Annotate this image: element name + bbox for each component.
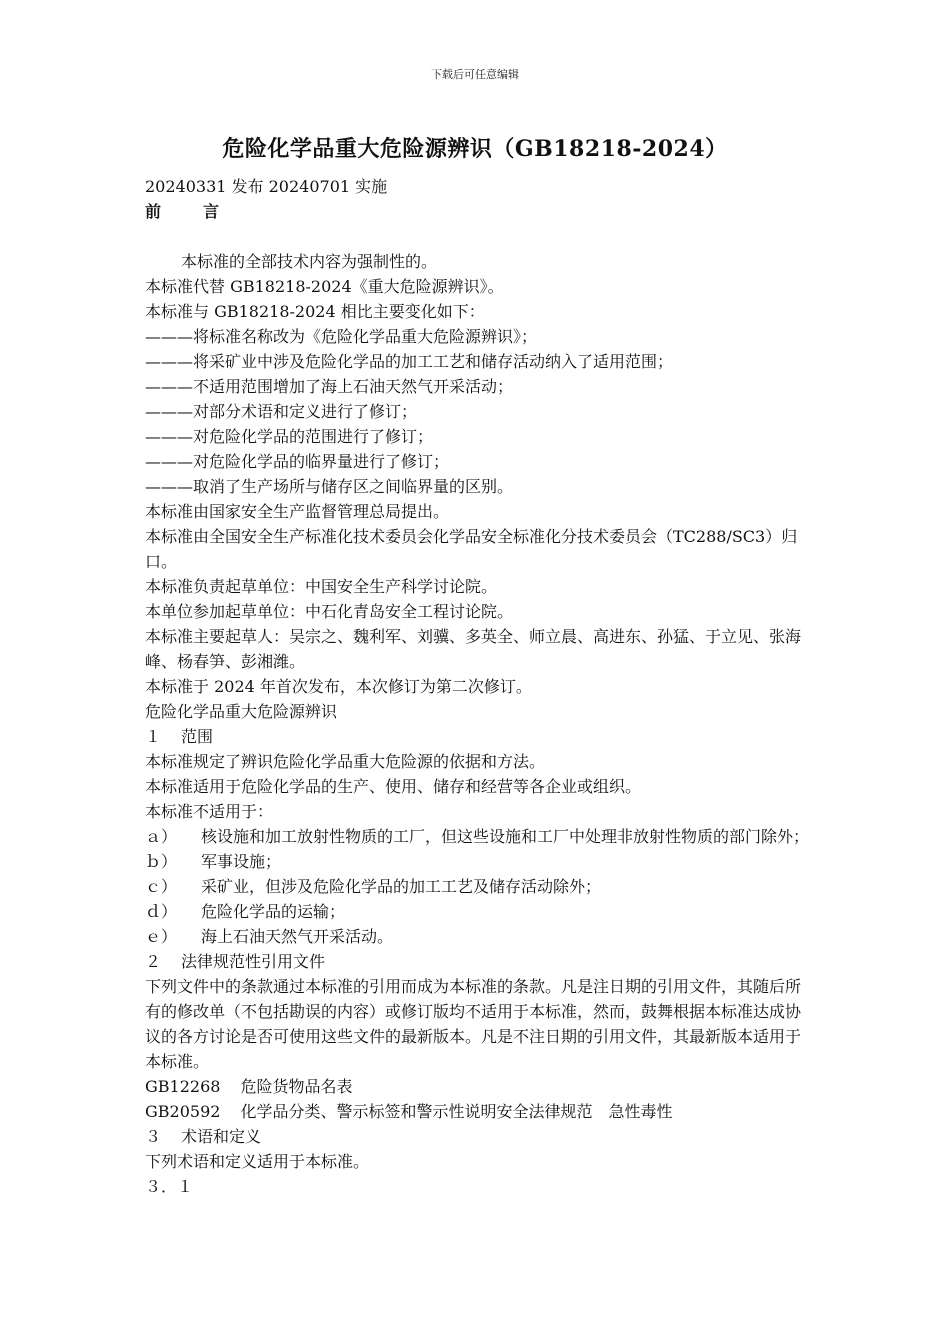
reference-code: GB20592 <box>145 1102 221 1121</box>
subsection-number: ３．１ <box>145 1177 194 1196</box>
paragraph: 本标准适用于危险化学品的生产、使用、储存和经营等各企业或组织。 <box>145 777 642 796</box>
item-label: ｅ） <box>145 927 178 946</box>
reference-item <box>145 1099 815 1124</box>
item-text: 海上石油天然气开采活动。 <box>201 927 394 946</box>
paragraph: 下列文件中的条款通过本标准的引用而成为本标准的条款。凡是注日期的引用文件，其随后所有的修改单（不包括勘误的内容）或修订版均不适用于本标准，然而，鼓舞根据本标准达成协议的各方讨论是否可使用这些文件的最新版本。凡是不注日期的引用文件，其最新版本适用于本标准。 <box>145 977 802 1071</box>
list-item <box>145 824 815 849</box>
paragraph: 本标准不适用于： <box>145 802 274 821</box>
section-title: 范围 <box>181 727 214 746</box>
paragraph: 下列术语和定义适用于本标准。 <box>145 1152 370 1171</box>
paragraph: 本标准代替 GB18218-2024《重大危险源辨识》。 <box>145 277 504 296</box>
reference-title: 危险货物品名表 <box>240 1077 353 1096</box>
paragraph: 本标准规定了辨识危险化学品重大危险源的依据和方法。 <box>145 752 546 771</box>
section-title: 法律规范性引用文件 <box>181 952 326 971</box>
paragraph: 本标准与 GB18218-2024 相比主要变化如下： <box>145 302 485 321</box>
section-number: １ <box>145 727 162 746</box>
section-number: ２ <box>145 952 162 971</box>
paragraph: 本标准的全部技术内容为强制性的。 <box>181 252 438 271</box>
list-item <box>145 849 815 874</box>
change-item: ———对危险化学品的范围进行了修订； <box>145 427 434 446</box>
section-heading-1 <box>145 724 815 749</box>
item-text: 核设施和加工放射性物质的工厂，但这些设施和工厂中处理非放射性物质的部门除外； <box>201 827 810 846</box>
paragraph: 本标准负责起草单位：中国安全生产科学讨论院。 <box>145 577 498 596</box>
section-number: ３ <box>145 1127 162 1146</box>
paragraph: 本标准由国家安全生产监督管理总局提出。 <box>145 502 450 521</box>
item-label: ｃ） <box>145 877 178 896</box>
section-heading-3 <box>145 1124 815 1149</box>
change-item: ———取消了生产场所与储存区之间临界量的区别。 <box>145 477 514 496</box>
preface-left: 前 <box>145 202 162 221</box>
section-heading-2 <box>145 949 815 974</box>
list-item <box>145 874 815 899</box>
list-item <box>145 899 815 924</box>
paragraph: 本标准由全国安全生产标准化技术委员会化学品安全标准化分技术委员会（TC288/SC3）归口。 <box>145 527 798 571</box>
item-text: 采矿业，但涉及危险化学品的加工工艺及储存活动除外； <box>201 877 602 896</box>
document-title: 危险化学品重大危险源辨识（GB18218-2024） <box>222 136 728 162</box>
item-text: 军事设施； <box>201 852 282 871</box>
paragraph: 本标准主要起草人：吴宗之、魏利军、刘骥、多英全、师立晨、高进东、孙猛、于立见、张海峰、杨春笋、彭湘潍。 <box>145 627 802 671</box>
subtitle: 危险化学品重大危险源辨识 <box>145 702 338 721</box>
reference-title: 化学品分类、警示标签和警示性说明安全法律规范 急性毒性 <box>240 1102 673 1121</box>
document-body <box>145 174 815 1199</box>
paragraph: 本单位参加起草单位：中石化青岛安全工程讨论院。 <box>145 602 514 621</box>
header-note: 下载后可任意编辑 <box>431 68 519 81</box>
change-item: ———将采矿业中涉及危险化学品的加工工艺和储存活动纳入了适用范围； <box>145 352 674 371</box>
item-label: ｄ） <box>145 902 178 921</box>
item-label: ｂ） <box>145 852 178 871</box>
paragraph: 本标准于 2024 年首次发布，本次修订为第二次修订。 <box>145 677 532 696</box>
reference-item <box>145 1074 815 1099</box>
change-item: ———将标准名称改为《危险化学品重大危险源辨识》； <box>145 327 538 346</box>
item-label: ａ） <box>145 827 178 846</box>
change-item: ———不适用范围增加了海上石油天然气开采活动； <box>145 377 514 396</box>
item-text: 危险化学品的运输； <box>201 902 346 921</box>
preface-right: 言 <box>203 202 220 221</box>
reference-code: GB12268 <box>145 1077 221 1096</box>
change-item: ———对部分术语和定义进行了修订； <box>145 402 418 421</box>
change-item: ———对危险化学品的临界量进行了修订； <box>145 452 450 471</box>
publish-dates: 20240331 发布 20240701 实施 <box>145 177 388 196</box>
list-item <box>145 924 815 949</box>
preface-heading <box>145 199 815 224</box>
section-title: 术语和定义 <box>181 1127 262 1146</box>
